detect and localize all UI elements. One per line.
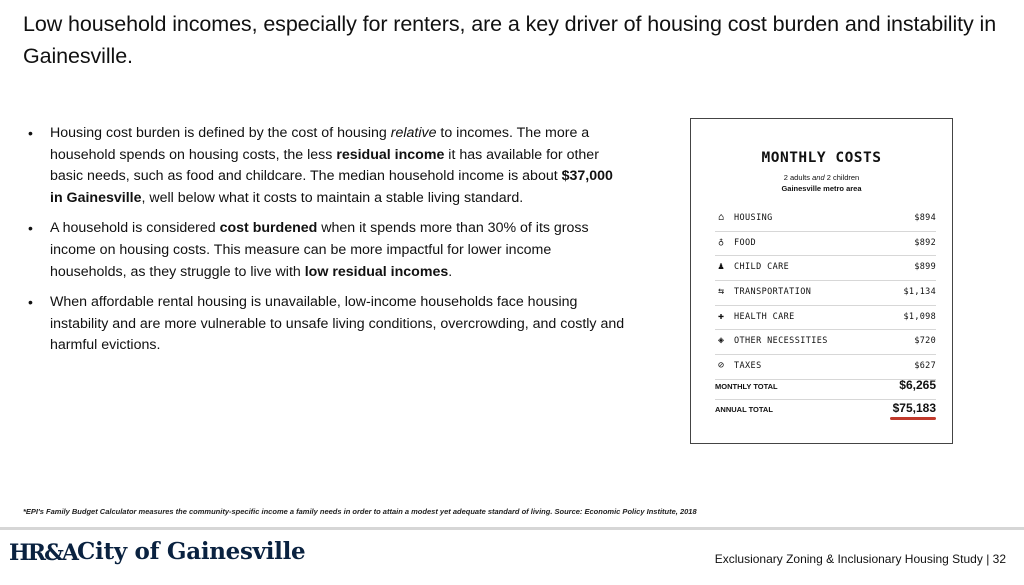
tag-icon: ◈ xyxy=(717,335,725,347)
annual-total-value: $75,183 xyxy=(892,401,936,415)
bullet-item: • Housing cost burden is defined by the cost of housing relative to incomes. The more a household spends on housing costs, the less residual income it has available for other basic needs, such as food and childcare. The median household income is about $37,000 in Gainesville, well below what it costs to maintain a stable living standard. xyxy=(28,123,628,209)
annual-total-underline xyxy=(890,417,936,420)
house-icon: ⌂ xyxy=(717,212,725,223)
city-of-gainesville-logo: City of Gainesville xyxy=(77,538,306,565)
footnote: *EPI's Family Budget Calculator measures the community-specific income a family needs in order to attain a modest yet adequate standard of living. Source: Economic Policy Institute, 2018 xyxy=(23,507,697,516)
cost-row-health-care: ✚ HEALTH CARE $1,098 xyxy=(715,306,936,331)
monthly-costs-card xyxy=(690,118,953,444)
medical-cross-icon: ✚ xyxy=(717,310,725,322)
people-icon: ♟ xyxy=(717,261,725,273)
tax-icon: ⊘ xyxy=(717,360,725,372)
bullet-list xyxy=(28,123,628,366)
footer-divider xyxy=(0,527,1024,530)
monthly-total-value: $6,265 xyxy=(899,378,936,392)
slide-title: Low household incomes, especially for renters, are a key driver of housing cost burden and instability in Gainesville. xyxy=(23,12,997,68)
footer-study-page: Exclusionary Zoning & Inclusionary Housing Study | 32 xyxy=(714,552,1006,566)
hra-logo: HR&A xyxy=(9,540,78,566)
cost-row-housing: ⌂ HOUSING $894 xyxy=(715,207,936,232)
cost-row-transportation: ⇆ TRANSPORTATION $1,134 xyxy=(715,281,936,306)
vehicle-icon: ⇆ xyxy=(717,286,725,298)
card-title: MONTHLY COSTS xyxy=(761,150,882,166)
cost-row-child-care: ♟ CHILD CARE $899 xyxy=(715,256,936,281)
monthly-total-row: MONTHLY TOTAL $6,265 xyxy=(715,377,936,400)
cost-row-food: ♁ FOOD $892 xyxy=(715,232,936,257)
cost-row-taxes: ⊘ TAXES $627 xyxy=(715,355,936,380)
bullet-item: • When affordable rental housing is unavailable, low-income households face housing instability and are more vulnerable to unsafe living conditions, overcrowding, and costly and harmful evictions. xyxy=(28,292,628,357)
annual-total-row: ANNUAL TOTAL $75,183 xyxy=(715,401,936,415)
card-subtitle: 2 adults and 2 children Gainesville metro area xyxy=(781,173,862,193)
cost-row-other-necessities: ◈ OTHER NECESSITIES $720 xyxy=(715,330,936,355)
bullet-item: • A household is considered cost burdened when it spends more than 30% of its gross income on housing costs. This measure can be more impactful for lower income households, as they struggle to live with low residual incomes. xyxy=(28,218,628,283)
cost-rows xyxy=(715,207,936,380)
apple-icon: ♁ xyxy=(717,236,725,248)
